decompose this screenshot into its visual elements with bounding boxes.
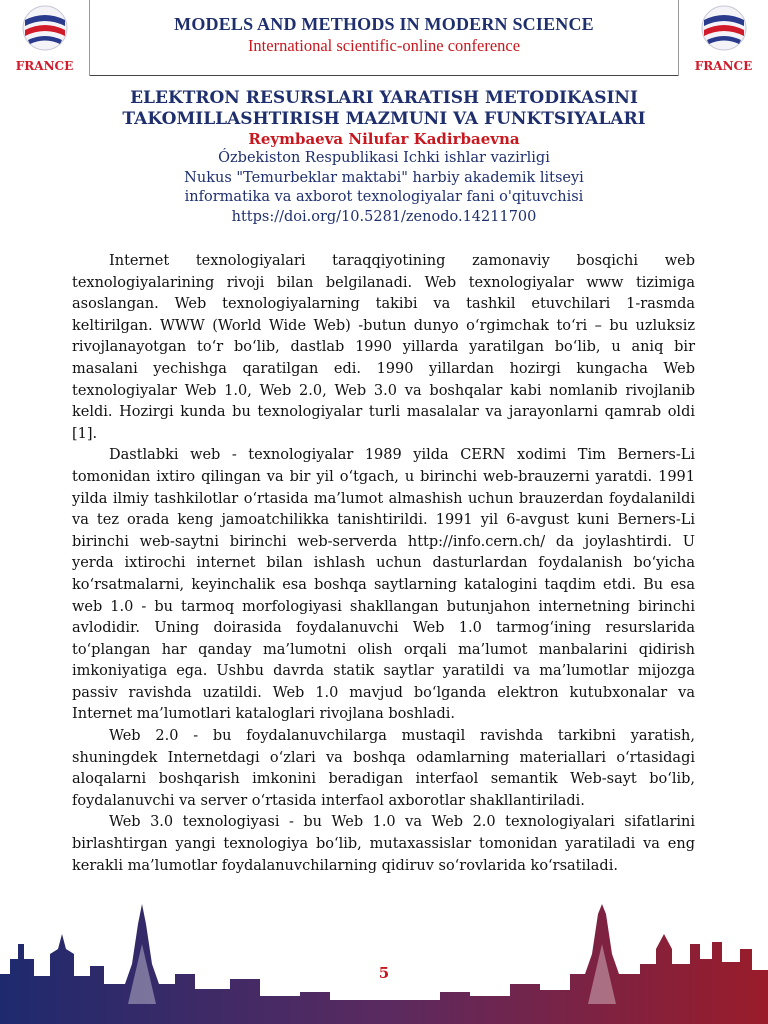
body-paragraph: Dastlabki web - texnologiyalar 1989 yilda CERN xodimi Tim Berners-Li tomonidan ixtiro qilingan va bir yil o‘tgach, u birinchi web-brauzerni yaratdi. 1991 yilda ilmiy tashkilotlar o‘rtasida ma’lumot almashish uchun brauzerdan foydalanildi va tez orada keng jamoatchilikka tanishtirildi. 1991 yil 6-avgust kuni Berners-Li birinchi web-saytni birinchi web-serverda http://info.cern.ch/ da joylashtirdi. U yerda ixtirochi internet bilan ishlash uchun dasturlardan foydalanish bo‘yicha ko‘rsatmalarni, keyinchalik esa boshqa saytlarning katalogini taqdim etdi. Bu esa web 1.0 - bu tarmoq morfologiyasi shakllangan butunjahon internetning birinchi avlodidir. Uning doirasida foydalanuvchi Web 1.0 tarmog‘ining resurslarida to‘plangan har qanday ma’lumotni olish orqali ma’lumot manbalarini qidirish imkoniyatiga ega. Ushbu davrda statik saytlar yaratildi va ma’lumotlar mijozga passiv ravishda uzatildi. Web 1.0 mavjud bo‘lganda elektron kutubxonalar va Internet ma’lumotlari kataloglari rivojlana boshladi. xyxy=(72,447,695,723)
body-paragraph: Web 3.0 texnologiyasi - bu Web 1.0 va Web 2.0 texnologiyalari sifatlarini birlashtirgan yangi texnologiya bo‘lib, mutaxassislar tomonidan yaratiladi va eng kerakli ma’lumotlar foydalanuvchilarning qidiruv so‘rovlarida ko‘rsatiladi. xyxy=(72,814,695,874)
logo-right-label: FRANCE xyxy=(694,59,753,73)
affiliation-line-2: Nukus "Temurbeklar maktabi" harbiy akademik litseyi xyxy=(184,169,584,186)
article-body xyxy=(72,251,695,877)
logo-left-label: FRANCE xyxy=(15,59,74,73)
author-name: Reymbaeva Nilufar Kadirbaevna xyxy=(248,130,520,148)
conference-subtitle: International scientific-online conference xyxy=(247,36,521,55)
doi-link[interactable]: https://doi.org/10.5281/zenodo.14211700 xyxy=(231,208,537,225)
globe-flag-icon xyxy=(0,0,90,60)
article-title-line-1: ELEKTRON RESURSLARI YARATISH METODIKASINI xyxy=(130,88,638,108)
affiliation-line-3: informatika va axborot texnologiyalar fani o'qituvchisi xyxy=(184,189,584,205)
france-logo-right xyxy=(678,0,768,76)
france-logo-left xyxy=(0,0,90,76)
affiliation-line-1: Ózbekiston Respublikasi Ichki ishlar vazirligi xyxy=(218,150,550,166)
body-paragraph: Internet texnologiyalari taraqqiyotining zamonaviy bosqichi web texnologiyalarining rivoji bilan belgilanadi. Web texnologiyalar www tizimiga asoslangan. Web texnologiyalarning takibi va tashkil etuvchilari 1-rasmda keltirilgan. WWW (World Wide Web) -butun dunyo o‘rgimchak to‘ri – bu uzluksiz rivojlanayotgan to‘r bo‘lib, dastlab 1990 yillarda yaratilgan bo‘lib, u aniq bir masalani yechishga qaratilgan edi. 1990 yillardan hozirgi kungacha Web texnologiyalar Web 1.0, Web 2.0, Web 3.0 va boshqalar kabi nomlanib rivojlanib keldi. Hozirgi kunda bu texnologiyalar turli masalalar va jarayonlarni qamrab oldi [1]. xyxy=(72,253,695,442)
article-title-line-2: TAKOMILLASHTIRISH MAZMUNI VA FUNKTSIYALARI xyxy=(122,109,646,129)
article-heading xyxy=(80,88,688,227)
body-paragraph: Web 2.0 - bu foydalanuvchilarga mustaqil ravishda tarkibni yaratish, shuningdek Internetdagi o‘zlari va boshqa odamlarning materiallari o‘rtasidagi aloqalarni boshqarish imkonini beradigan interfaol semantik Web-sayt bo‘lib, foydalanuvchi va server o‘rtasida interfaol axborotlar shakllantiriladi. xyxy=(72,728,695,809)
page-header xyxy=(0,0,768,76)
header-divider xyxy=(90,75,678,76)
conference-title: MODELS AND METHODS IN MODERN SCIENCE xyxy=(174,14,594,34)
page-number: 5 xyxy=(378,964,390,982)
globe-flag-icon xyxy=(679,0,768,60)
